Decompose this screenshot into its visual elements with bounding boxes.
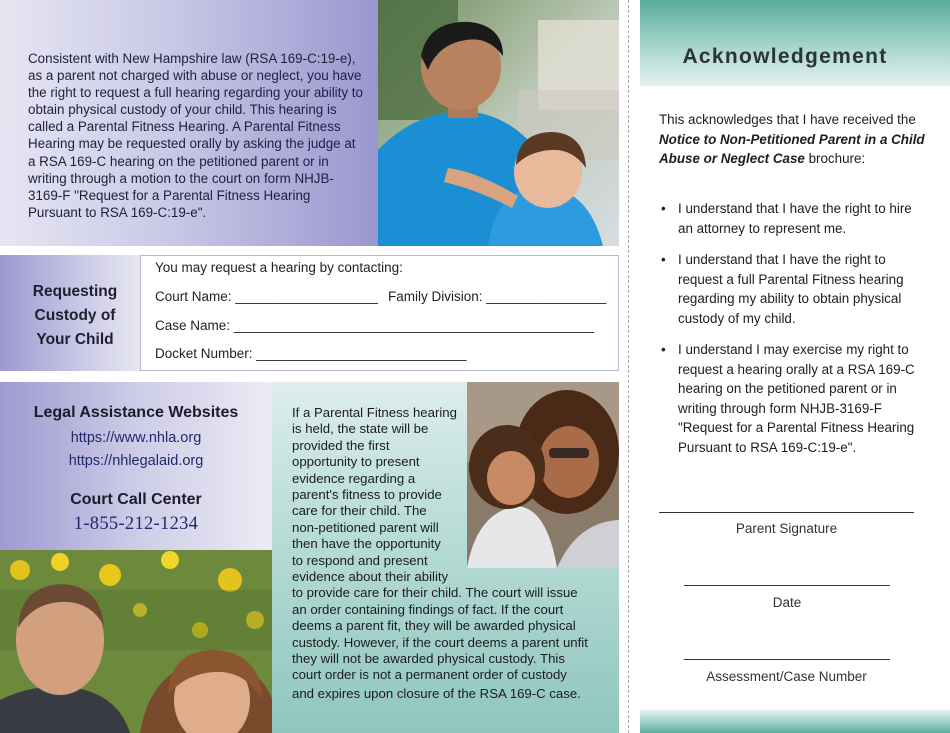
fitness-line: to respond and present [292, 552, 428, 568]
bullet-icon: • [661, 252, 666, 267]
couple-photo [0, 550, 272, 733]
mother-child-photo [467, 382, 619, 568]
acknowledgement-intro: This acknowledges that I have received the Notice to Non-Petitioned Parent in a Child Abuse or Neglect Case brochure: [659, 112, 925, 167]
intro-paragraph: Consistent with New Hampshire law (RSA 169-C:19-e), as a parent not charged with abuse or neglect, you have the right to request a full hearing regarding your ability to obtain physical custody of your child. This hearing is called a Parental Fitness Hearing. A Parental Fitness Hearing may be requested orally by asking the judge at a RSA 169-C hearing on the petitioned parent or in writing through a motion to the court on form NHJB-3169-F "Request for a Parental Fitness Hearing Pursuant to RSA 169-C:19-e". [28, 51, 363, 220]
contact-intro: You may request a hearing by contacting: [155, 260, 403, 275]
fitness-line: evidence regarding a [292, 470, 416, 486]
nhla-link[interactable]: https://www.nhla.org [70, 430, 202, 446]
fitness-line: provided the first [292, 437, 390, 453]
parent-signature-label: Parent Signature [735, 521, 838, 536]
bullet-icon: • [661, 201, 666, 216]
fitness-line: they will not be awarded physical custody. This [292, 651, 565, 666]
call-center-phone[interactable]: 1-855-212-1234 [73, 514, 199, 534]
fitness-line: to provide care for their child. The court will issue [292, 585, 578, 601]
request-custody-heading: Requesting Custody of Your Child [32, 283, 118, 348]
fitness-line: deems a parent fit, they will be awarded physical [292, 618, 576, 634]
contact-form-box [140, 255, 619, 371]
fitness-line: If a Parental Fitness hearing [292, 405, 457, 420]
fitness-line: and expires upon closure of the RSA 169-C case. [292, 686, 581, 701]
acknowledgement-header [640, 0, 950, 86]
case-name-field[interactable]: Case Name: ________________________________________________ [155, 318, 595, 333]
docket-number-field[interactable]: Docket Number: ____________________________ [155, 346, 467, 361]
acknowledgement-title: Acknowledgement [682, 45, 888, 68]
date-label: Date [772, 595, 802, 610]
father-son-photo [378, 0, 619, 246]
court-name-field[interactable]: Court Name: ___________________ [155, 289, 378, 304]
bullet-icon: • [661, 342, 666, 357]
fitness-line: court order is not a permanent order of custody [292, 667, 567, 683]
fitness-line: care for their child. The [292, 503, 427, 519]
fitness-line: parent's fitness to provide [292, 487, 442, 502]
fitness-line: then have the opportunity [292, 536, 441, 552]
acknowledgement-footer-band [640, 710, 950, 733]
parent-signature-line[interactable] [659, 512, 914, 513]
legal-assistance-heading: Legal Assistance Websites [33, 404, 239, 421]
family-division-field[interactable]: Family Division: ________________ [388, 289, 607, 304]
fold-divider [628, 0, 629, 733]
fitness-line: is held, the state will be [292, 421, 429, 437]
date-line[interactable] [684, 585, 890, 586]
nhlegalaid-link[interactable]: https://nhlegalaid.org [68, 453, 204, 469]
fitness-line: non-petitioned parent will [292, 519, 439, 535]
case-number-line[interactable] [684, 659, 890, 660]
fitness-line: evidence about their ability [292, 569, 449, 584]
case-number-label: Assessment/Case Number [706, 669, 867, 684]
brochure-title: Notice to Non-Petitioned Parent in a Child Abuse or Neglect Case [659, 131, 925, 167]
court-call-center-heading: Court Call Center [70, 491, 202, 508]
fitness-line: custody. However, if the court deems a parent unfit [292, 634, 588, 650]
fitness-line: opportunity to present [292, 454, 420, 470]
fitness-line: an order containing findings of fact. If the court [292, 601, 564, 617]
